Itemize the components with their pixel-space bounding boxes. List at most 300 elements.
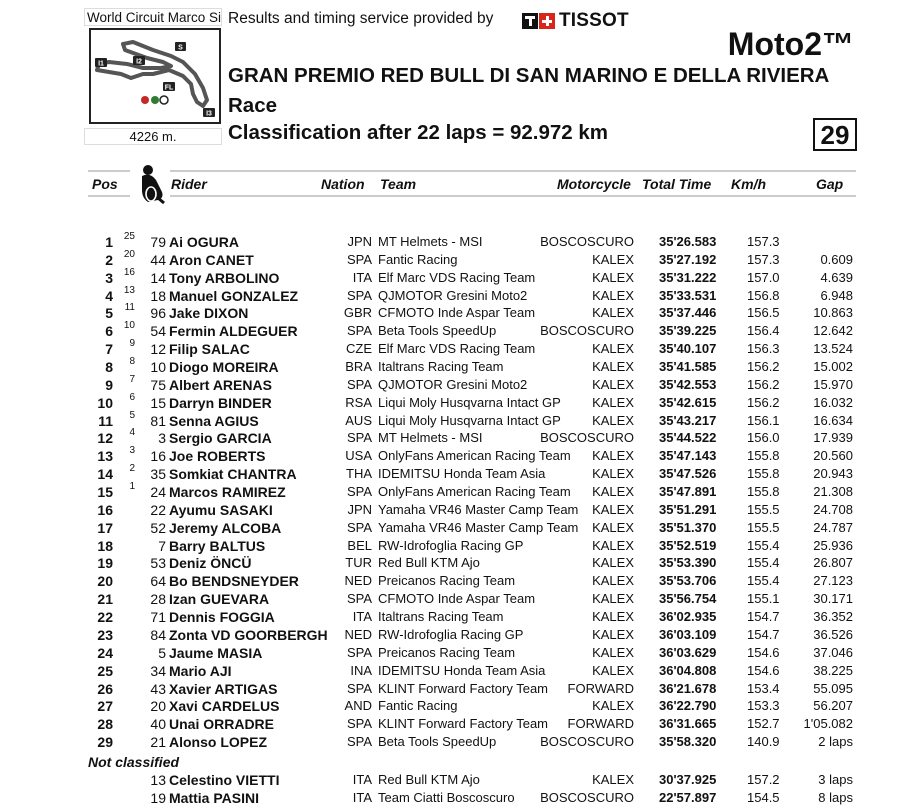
team: Preicanos Racing Team [378, 573, 516, 589]
rider-name: Jaume MASIA [169, 644, 263, 661]
position: 18 [97, 537, 113, 554]
speed-kmh: 156.2 [747, 376, 780, 392]
motorcycle: KALEX [592, 626, 634, 642]
position: 27 [97, 698, 113, 715]
total-time: 22'57.897 [659, 790, 717, 805]
team: OnlyFans American Racing Team [378, 484, 571, 500]
nation: ITA [352, 772, 372, 787]
map-label-fl-text: FL [164, 84, 174, 92]
rider-number: 75 [150, 376, 166, 393]
position: 2 [105, 251, 113, 268]
gap: 3 laps [818, 772, 853, 787]
table-row [0, 233, 900, 251]
team: KLINT Forward Factory Team [378, 716, 549, 732]
col-header-nation: Nation [321, 176, 365, 192]
motorcycle: KALEX [592, 448, 634, 464]
speed-kmh: 156.5 [747, 305, 780, 321]
col-header-kmh: Km/h [731, 176, 766, 192]
speed-kmh: 156.2 [747, 394, 780, 410]
team: OnlyFans American Racing Team [378, 448, 571, 464]
motorcycle: KALEX [592, 537, 634, 553]
rider-name: Senna AGIUS [169, 412, 259, 429]
total-time: 35'31.222 [659, 269, 717, 285]
speed-kmh: 156.0 [747, 430, 780, 446]
rider-number: 22 [150, 501, 166, 518]
total-time: 35'43.217 [659, 412, 717, 428]
speed-kmh: 152.7 [747, 716, 780, 732]
team: IDEMITSU Honda Team Asia [378, 466, 546, 482]
rider-name: Darryn BINDER [169, 394, 272, 411]
speed-kmh: 157.2 [747, 772, 780, 787]
table-row [0, 771, 900, 789]
circuit-name: World Circuit Marco Si [84, 8, 222, 26]
rider-name: Xavier ARTIGAS [169, 680, 278, 697]
table-row [0, 554, 900, 572]
gap: 27.123 [813, 573, 853, 589]
gap: 20.560 [813, 448, 853, 464]
gap: 0.609 [820, 251, 853, 267]
gap: 15.002 [813, 359, 853, 375]
points: 8 [129, 356, 135, 368]
points: 13 [123, 284, 135, 296]
motorcycle: BOSCOSCURO [540, 234, 634, 249]
gap: 20.943 [813, 466, 853, 482]
col-header-team: Team [380, 176, 417, 192]
team: Fantic Racing [378, 698, 458, 714]
map-label-i1-text: I1 [98, 60, 104, 68]
table-row [0, 697, 900, 715]
speed-kmh: 155.8 [747, 466, 780, 482]
rider-number: 54 [150, 323, 166, 340]
rider-number: 28 [150, 591, 166, 608]
motorcycle: BOSCOSCURO [540, 734, 634, 750]
gap: 38.225 [813, 662, 853, 678]
team: Yamaha VR46 Master Camp Team [378, 519, 579, 535]
points: 3 [129, 445, 135, 457]
speed-kmh: 154.7 [747, 609, 780, 625]
rider-number: 3 [158, 430, 166, 447]
team: Fantic Racing [378, 251, 458, 267]
rider-name: Ayumu SASAKI [169, 501, 273, 518]
nation: SPA [346, 323, 372, 339]
table-row [0, 537, 900, 555]
session-title: Race [228, 94, 278, 117]
header-rule-top [88, 170, 856, 172]
team: Elf Marc VDS Racing Team [378, 269, 536, 285]
position: 12 [97, 430, 113, 447]
motorcycle: KALEX [592, 287, 634, 303]
gap: 16.634 [813, 412, 853, 428]
motorcycle: KALEX [592, 698, 634, 714]
total-time: 35'53.390 [659, 555, 717, 571]
tissot-wordmark: TISSOT [559, 10, 629, 31]
nation: AUS [345, 412, 372, 428]
speed-kmh: 156.4 [747, 323, 780, 339]
checkered-flag-icon [160, 96, 168, 104]
nation: ITA [352, 269, 372, 285]
total-time: 35'27.192 [659, 251, 717, 267]
total-time: 36'31.665 [659, 716, 717, 732]
rider-number: 71 [150, 609, 166, 626]
team: CFMOTO Inde Aspar Team [378, 305, 536, 321]
rider-number: 13 [150, 772, 166, 788]
position: 28 [97, 716, 113, 733]
rider-number: 52 [150, 519, 166, 536]
motorcycle: KALEX [592, 609, 634, 625]
not-classified-heading: Not classified [88, 754, 180, 770]
timing-provider-text: Results and timing service provided by [228, 10, 494, 27]
team: KLINT Forward Factory Team [378, 680, 549, 696]
motorcycle: BOSCOSCURO [540, 323, 634, 339]
gap: 12.642 [813, 323, 853, 339]
points: 10 [123, 320, 135, 332]
gap: 56.207 [813, 698, 853, 714]
total-time: 35'42.553 [659, 376, 717, 392]
nation: ITA [352, 609, 372, 625]
team: Liqui Moly Husqvarna Intact GP [378, 394, 561, 410]
points: 25 [123, 231, 135, 242]
rider-name: Zonta VD GOORBERGH [169, 626, 328, 643]
total-time: 35'39.225 [659, 323, 717, 339]
motorcycle: FORWARD [567, 716, 634, 732]
rider-name: Mario AJI [169, 662, 232, 679]
rider-number: 7 [158, 537, 166, 554]
total-time: 35'41.585 [659, 359, 717, 375]
rider-number: 64 [150, 573, 166, 590]
motorcycle: KALEX [592, 251, 634, 267]
motorcycle: KALEX [592, 305, 634, 321]
table-row [0, 266, 900, 287]
speed-kmh: 154.5 [747, 790, 780, 805]
team: Team Ciatti Boscoscuro [378, 790, 515, 805]
points: 16 [123, 266, 135, 278]
circuit-length: 4226 m. [84, 128, 222, 145]
motorcycle: KALEX [592, 466, 634, 482]
position: 21 [97, 591, 113, 608]
points: 9 [129, 338, 135, 350]
rider-name: Deniz ÖNCÜ [169, 555, 252, 572]
table-row [0, 626, 900, 644]
total-time: 35'52.519 [659, 537, 717, 553]
rider-name: Joe ROBERTS [169, 448, 266, 465]
nation: BEL [347, 537, 372, 553]
team: MT Helmets - MSI [378, 430, 483, 446]
gap: 37.046 [813, 644, 853, 660]
nation: TUR [345, 555, 372, 571]
points: 1 [129, 481, 135, 493]
nation: GBR [343, 305, 372, 321]
motorcycle: BOSCOSCURO [540, 430, 634, 446]
table-row [0, 733, 900, 751]
speed-kmh: 155.8 [747, 484, 780, 500]
nation: JPN [347, 234, 372, 249]
gap: 24.787 [813, 519, 853, 535]
speed-kmh: 154.6 [747, 644, 780, 660]
team: RW-Idrofoglia Racing GP [378, 537, 524, 553]
rider-name: Alonso LOPEZ [169, 734, 267, 751]
rider-number: 5 [158, 644, 166, 661]
points: 2 [129, 463, 135, 475]
team: Red Bull KTM Ajo [378, 555, 480, 571]
col-header-gap: Gap [816, 176, 844, 192]
start-light-green [151, 96, 159, 104]
rider-number: 21 [150, 734, 166, 751]
total-time: 35'56.754 [659, 591, 717, 607]
rider-number: 40 [150, 716, 166, 733]
speed-kmh: 157.3 [747, 234, 780, 249]
position: 3 [105, 269, 113, 286]
speed-kmh: 153.3 [747, 698, 780, 714]
position: 8 [105, 359, 113, 376]
gap: 10.863 [813, 305, 853, 321]
nation: SPA [346, 251, 372, 267]
rider-number: 34 [150, 662, 166, 679]
rider-number: 79 [150, 234, 166, 250]
team: Italtrans Racing Team [378, 609, 504, 625]
speed-kmh: 155.4 [747, 573, 780, 589]
team: MT Helmets - MSI [378, 234, 483, 249]
total-time: 36'03.629 [659, 644, 717, 660]
speed-kmh: 157.0 [747, 269, 780, 285]
table-row [0, 358, 900, 376]
nation: THA [346, 466, 372, 482]
rider-number: 10 [150, 359, 166, 376]
gap: 30.171 [813, 591, 853, 607]
team: QJMOTOR Gresini Moto2 [378, 376, 528, 392]
map-label-i2-text: I2 [136, 58, 142, 66]
team: Beta Tools SpeedUp [378, 323, 497, 339]
rider-number: 43 [150, 680, 166, 697]
nation: ITA [352, 790, 372, 805]
table-row [0, 465, 900, 483]
speed-kmh: 155.1 [747, 591, 780, 607]
nation: SPA [346, 591, 372, 607]
table-row [0, 447, 900, 465]
nation: SPA [346, 680, 372, 696]
rider-number: 84 [150, 626, 166, 643]
speed-kmh: 156.3 [747, 341, 780, 357]
team: RW-Idrofoglia Racing GP [378, 626, 524, 642]
team: IDEMITSU Honda Team Asia [378, 662, 546, 678]
table-row [0, 662, 900, 680]
position: 13 [97, 448, 113, 465]
motorcycle: KALEX [592, 341, 634, 357]
rider-name: Manuel GONZALEZ [169, 287, 299, 304]
total-time: 35'26.583 [659, 234, 717, 249]
rider-name: Xavi CARDELUS [169, 698, 280, 715]
total-time: 35'40.107 [659, 341, 717, 357]
rider-number: 15 [150, 394, 166, 411]
nation: SPA [346, 376, 372, 392]
map-label-s-text: S [178, 44, 183, 52]
table-row [0, 409, 900, 430]
classification-summary: Classification after 22 laps = 92.972 km [228, 121, 609, 144]
position: 17 [97, 519, 113, 536]
motorcycle: BOSCOSCURO [540, 790, 634, 805]
total-time: 36'02.935 [659, 609, 717, 625]
position: 15 [97, 484, 113, 501]
rider-name: Bo BENDSNEYDER [169, 573, 299, 590]
category-title: Moto2™ [727, 26, 854, 62]
rider-number: 12 [150, 341, 166, 358]
rider-name: Jake DIXON [169, 305, 249, 322]
total-time: 35'33.531 [659, 287, 717, 303]
rider-name: Tony ARBOLINO [169, 269, 280, 286]
table-row [0, 572, 900, 590]
motorcycle: FORWARD [567, 680, 634, 696]
motorcycle: KALEX [592, 501, 634, 517]
speed-kmh: 157.3 [747, 251, 780, 267]
position: 23 [97, 626, 113, 643]
table-row [0, 519, 900, 537]
position: 24 [97, 644, 113, 661]
rider-name: Aron CANET [169, 251, 254, 268]
total-time: 35'47.143 [659, 448, 717, 464]
position: 10 [97, 394, 113, 411]
table-row [0, 483, 900, 501]
points: 7 [129, 373, 135, 385]
nation: USA [345, 448, 372, 464]
position: 22 [97, 609, 113, 626]
col-header-pos: Pos [92, 176, 118, 192]
team: Italtrans Racing Team [378, 359, 504, 375]
rider-name: Filip SALAC [169, 341, 250, 358]
gap: 4.639 [820, 269, 853, 285]
total-time: 35'47.526 [659, 466, 717, 482]
rider-name: Dennis FOGGIA [169, 609, 275, 626]
gap: 26.807 [813, 555, 853, 571]
nation: NED [344, 626, 372, 642]
speed-kmh: 155.4 [747, 555, 780, 571]
team: Yamaha VR46 Master Camp Team [378, 501, 579, 517]
nation: RSA [345, 394, 372, 410]
tissot-logo [522, 12, 629, 30]
table-row [0, 789, 900, 807]
table-row [0, 373, 900, 394]
rider-number: 96 [150, 305, 166, 322]
table-row [0, 391, 900, 412]
motorcycle: KALEX [592, 412, 634, 428]
gap: 2 laps [818, 734, 853, 750]
gap: 16.032 [813, 394, 853, 410]
team: CFMOTO Inde Aspar Team [378, 591, 536, 607]
team: Preicanos Racing Team [378, 644, 516, 660]
position: 16 [97, 501, 113, 518]
total-time: 36'22.790 [659, 698, 717, 714]
rider-number: 19 [150, 790, 166, 806]
col-header-motorcycle: Motorcycle [557, 176, 631, 192]
swiss-cross-icon [539, 13, 555, 29]
motorcycle: KALEX [592, 484, 634, 500]
track-layout-icon [91, 30, 219, 122]
motorcycle: KALEX [592, 772, 634, 787]
rider-name: Mattia PASINI [169, 790, 259, 806]
table-row [0, 644, 900, 662]
nation: SPA [346, 287, 372, 303]
gap: 1'05.082 [803, 716, 853, 732]
rider-name: Sergio GARCIA [169, 430, 272, 447]
gap: 17.939 [813, 430, 853, 446]
nation: SPA [346, 430, 372, 446]
table-row [0, 322, 900, 340]
points: 20 [123, 248, 135, 260]
speed-kmh: 140.9 [747, 734, 780, 750]
total-time: 35'51.370 [659, 519, 717, 535]
rider-name: Diogo MOREIRA [169, 359, 279, 376]
rider-number: 16 [150, 448, 166, 465]
total-time: 35'37.446 [659, 305, 717, 321]
rider-number: 24 [150, 484, 166, 501]
points: 11 [124, 302, 135, 314]
table-row [0, 284, 900, 305]
motorcycle: KALEX [592, 644, 634, 660]
gap: 24.708 [813, 501, 853, 517]
position: 14 [97, 466, 113, 483]
speed-kmh: 155.5 [747, 519, 780, 535]
total-time: 36'04.808 [659, 662, 717, 678]
total-time: 35'47.891 [659, 484, 717, 500]
rider-number: 81 [150, 412, 166, 429]
position: 9 [105, 376, 113, 393]
table-row [0, 608, 900, 626]
motorcycle-rider-icon [134, 164, 168, 204]
rider-name: Jeremy ALCOBA [169, 519, 282, 536]
position: 5 [105, 305, 113, 322]
total-time: 35'42.615 [659, 394, 717, 410]
nation: INA [350, 662, 372, 678]
nation: BRA [345, 359, 372, 375]
gap: 6.948 [820, 287, 853, 303]
start-light-red [141, 96, 149, 104]
position: 4 [105, 287, 113, 304]
speed-kmh: 154.6 [747, 662, 780, 678]
gap: 13.524 [813, 341, 853, 357]
rider-number: 44 [150, 251, 166, 268]
speed-kmh: 155.4 [747, 537, 780, 553]
speed-kmh: 156.1 [747, 412, 780, 428]
tissot-t-icon [522, 13, 538, 29]
motorcycle: KALEX [592, 519, 634, 535]
nation: AND [344, 698, 372, 714]
gap: 25.936 [813, 537, 853, 553]
event-title: GRAN PREMIO RED BULL DI SAN MARINO E DELLA RIVIERA [228, 64, 830, 87]
team: Red Bull KTM Ajo [378, 772, 480, 787]
rider-name: Izan GUEVARA [169, 591, 270, 608]
rider-name: Barry BALTUS [169, 537, 266, 554]
points: 4 [129, 427, 135, 439]
rider-name: Celestino VIETTI [169, 772, 280, 788]
total-time: 30'37.925 [659, 772, 717, 787]
gap: 55.095 [813, 680, 853, 696]
position: 25 [97, 662, 113, 679]
position: 19 [97, 555, 113, 572]
col-header-total-time: Total Time [642, 176, 712, 192]
nation: SPA [346, 519, 372, 535]
rider-name: Albert ARENAS [169, 376, 272, 393]
total-time: 35'58.320 [659, 734, 717, 750]
table-row [0, 715, 900, 733]
motorcycle: KALEX [592, 359, 634, 375]
nation: SPA [346, 716, 372, 732]
track-outline [97, 42, 207, 106]
rider-number: 53 [150, 555, 166, 572]
table-row [0, 501, 900, 519]
position: 1 [105, 234, 113, 250]
points: 5 [129, 409, 135, 421]
speed-kmh: 153.4 [747, 680, 780, 696]
rider-count-badge: 29 [813, 118, 857, 151]
gap: 36.352 [813, 609, 853, 625]
